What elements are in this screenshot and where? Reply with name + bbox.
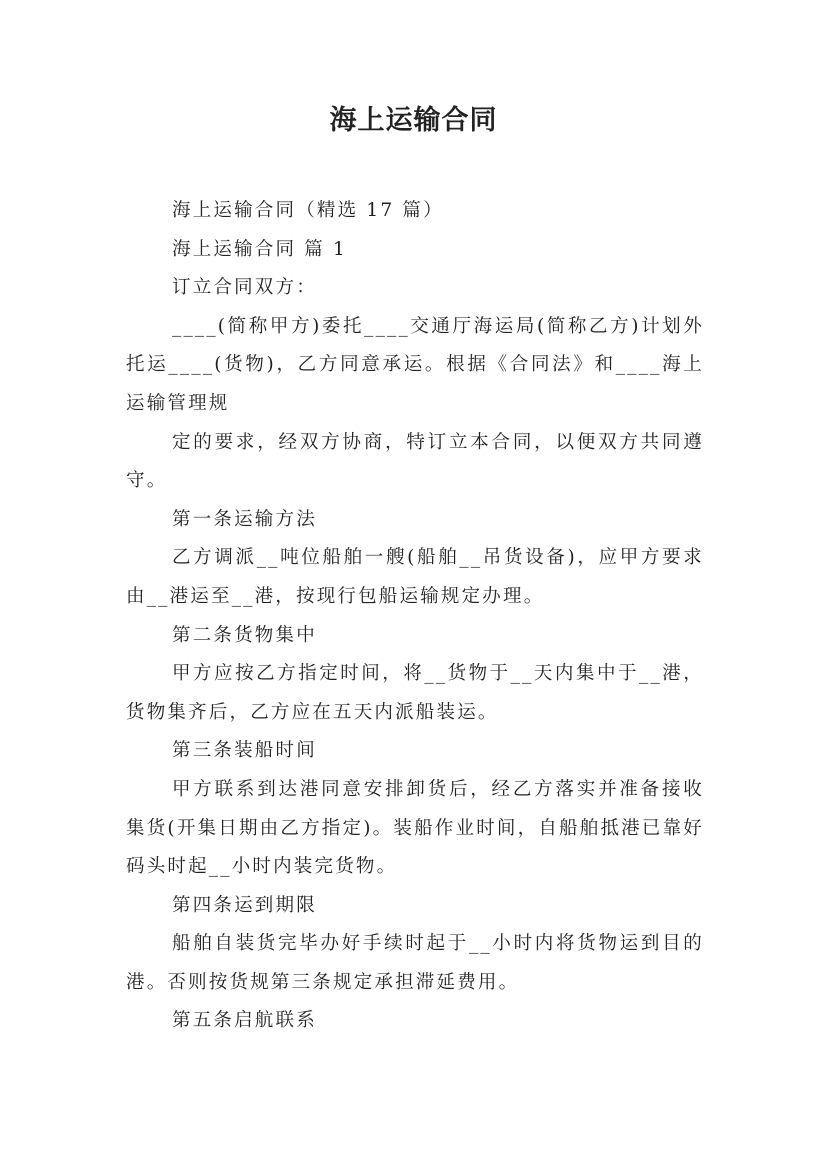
article-heading: 海上运输合同 篇 1 bbox=[172, 238, 348, 260]
clause-4-text: 船舶自装货完毕办好手续时起于__小时内将货物运到目的港。否则按货规第三条规定承担滞延费用。 bbox=[126, 933, 704, 993]
clause-1-text: 乙方调派__吨位船舶一艘(船舶__吊货设备)，应甲方要求由__港运至__港，按现行包船运输规定办理。 bbox=[126, 547, 704, 607]
clause-5-heading: 第五条启航联系 bbox=[172, 1010, 317, 1032]
clause-3-heading: 第三条装船时间 bbox=[172, 740, 317, 762]
preamble-continuation: 定的要求，经双方协商，特订立本合同，以便双方共同遵守。 bbox=[126, 431, 704, 492]
clause-3-text: 甲方联系到达港同意安排卸货后，经乙方落实并准备接收集货(开集日期由乙方指定)。装船作业时间，自船舶抵港已靠好码头时起__小时内装完货物。 bbox=[126, 778, 704, 878]
collection-heading: 海上运输合同（精选 17 篇） bbox=[172, 200, 444, 221]
clause-2-heading: 第二条货物集中 bbox=[172, 624, 317, 646]
preamble-paragraph: ____(简称甲方)委托____交通厅海运局(简称乙方)计划外托运____(货物)，乙方同意承运。根据《合同法》和____海上运输管理规 bbox=[126, 315, 704, 414]
document-title: 海上运输合同 bbox=[329, 105, 498, 136]
clause-2-text: 甲方应按乙方指定时间，将__货物于__天内集中于__港，货物集齐后，乙方应在五天内派船装运。 bbox=[126, 663, 704, 723]
clause-1-heading: 第一条运输方法 bbox=[172, 508, 317, 530]
document-body bbox=[126, 192, 704, 1041]
parties-heading: 订立合同双方： bbox=[172, 277, 317, 299]
clause-4-heading: 第四条运到期限 bbox=[172, 894, 317, 916]
